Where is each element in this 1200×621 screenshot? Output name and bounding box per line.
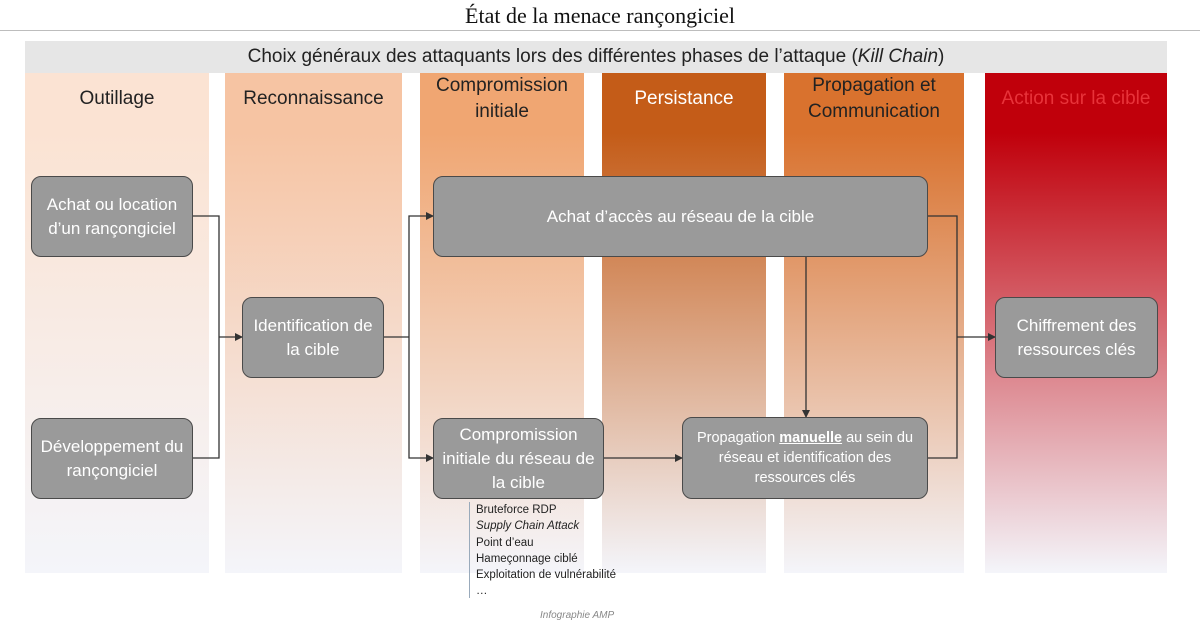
page-title: État de la menace rançongiciel bbox=[465, 3, 735, 28]
arrow-propagation-to-merge bbox=[928, 337, 957, 458]
method-item: … bbox=[476, 585, 488, 598]
node-achat-acces: Achat d’accès au réseau de la cible bbox=[433, 176, 928, 257]
node-propagation bbox=[682, 417, 928, 499]
arrow-to-achat-acces bbox=[409, 216, 433, 337]
propagation-text bbox=[689, 428, 921, 488]
banner-text: Choix généraux des attaquants lors des différentes phases de l’attaque ( bbox=[247, 46, 858, 67]
method-item: Point d’eau bbox=[476, 536, 534, 549]
infographic-credit: Infographie AMP bbox=[540, 610, 615, 621]
propagation-emphasis: manuelle bbox=[779, 430, 843, 446]
node-developpement: Développement du rançongiciel bbox=[31, 418, 193, 499]
initial-compromise-methods bbox=[469, 502, 616, 598]
phase-label-propagation: Propagation et Communication bbox=[808, 75, 940, 122]
phase-label-compromission: Compromission initiale bbox=[436, 75, 568, 122]
method-item: Exploitation de vulnérabilité bbox=[476, 569, 617, 582]
banner-suffix: ) bbox=[938, 46, 945, 67]
phase-label-outillage: Outillage bbox=[79, 88, 155, 109]
node-identification: Identification de la cible bbox=[242, 297, 384, 378]
phase-label-action: Action sur la cible bbox=[1001, 88, 1151, 109]
method-item: Bruteforce RDP bbox=[476, 504, 557, 516]
arrow-developpement-to-identification bbox=[193, 337, 219, 458]
propagation-suffix: au sein du réseau et identification des ressources clés bbox=[718, 430, 914, 486]
propagation-prefix: Propagation bbox=[696, 430, 780, 446]
node-achat-location: Achat ou location d’un rançongiciel bbox=[31, 176, 193, 257]
banner-emphasis: Kill Chain bbox=[857, 46, 939, 67]
arrow-to-compromission bbox=[409, 337, 433, 458]
method-item: Supply Chain Attack bbox=[476, 520, 580, 533]
phase-label-reconnaissance: Reconnaissance bbox=[243, 88, 384, 109]
phase-label-persistance: Persistance bbox=[634, 88, 734, 109]
arrow-achat-acces-to-merge bbox=[928, 216, 957, 337]
method-item: Hameçonnage ciblé bbox=[476, 552, 578, 565]
node-compromission-reseau: Compromission initiale du réseau de la cible bbox=[433, 418, 604, 499]
node-chiffrement: Chiffrement des ressources clés bbox=[995, 297, 1158, 378]
arrow-achat-to-identification bbox=[193, 216, 219, 337]
